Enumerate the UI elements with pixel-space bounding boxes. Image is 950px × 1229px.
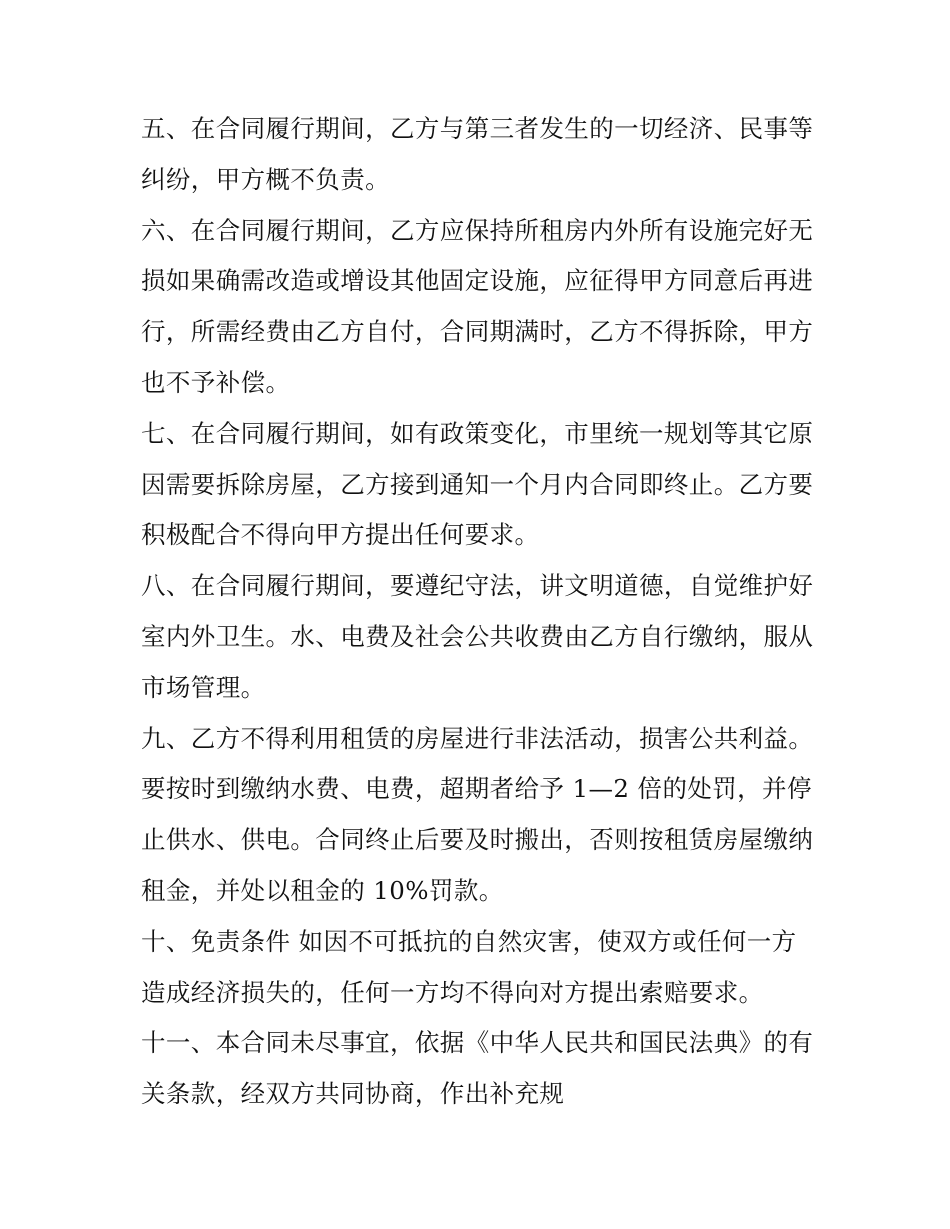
document-body xyxy=(141,104,821,1120)
clause-11: 十一、本合同未尽事宜，依据《中华人民共和国民法典》的有 关条款，经双方共同协商，作出补充规 xyxy=(141,1028,814,1109)
clause-5: 五、在合同履行期间，乙方与第三者发生的一切经济、民事等 纠纷，甲方概不负责。 xyxy=(141,114,814,194)
clause-6: 六、在合同履行期间，乙方应保持所租房内外所有设施完好无 损如果确需改造或增设其他固定设施，应征得甲方同意后再进 行，所需经费由乙方自付，合同期满时，乙方不得拆除，甲方 也不予补偿。 xyxy=(141,215,814,397)
clause-8: 八、在合同履行期间，要遵纪守法，讲文明道德，自觉维护好 室内外卫生。水、电费及社会公共收费由乙方自行缴纳，服从 市场管理。 xyxy=(141,571,814,702)
clause-7: 七、在合同履行期间，如有政策变化，市里统一规划等其它原 因需要拆除房屋，乙方接到通知一个月内合同即终止。乙方要 积极配合不得向甲方提出任何要求。 xyxy=(141,418,814,550)
clause-10: 十、免责条件 如因不可抵抗的自然灾害，使双方或任何一方 造成经济损失的，任何一方均不得向对方提出索赔要求。 xyxy=(141,926,797,1007)
clause-9: 九、乙方不得利用租赁的房屋进行非法活动，损害公共利益。 要按时到缴纳水费、电费，超期者给予 1—2 倍的处罚，并停 止供水、供电。合同终止后要及时搬出，否则按租赁房屋缴纳 租金，并处以租金的 10%罚款。 xyxy=(141,723,814,905)
